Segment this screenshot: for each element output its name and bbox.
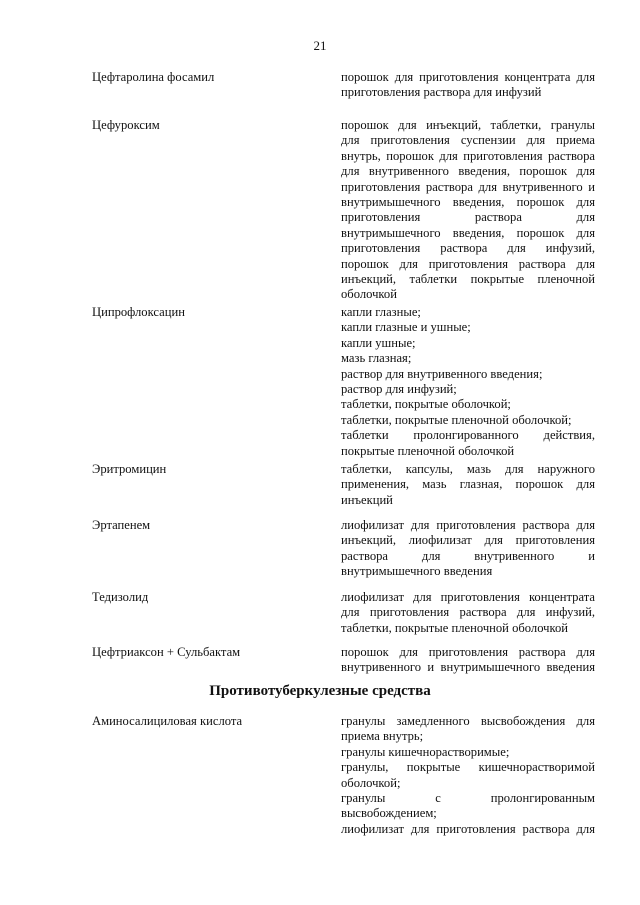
dosage-form-line: оболочкой — [341, 287, 397, 302]
dosage-form-line: для приготовления раствора для инфузий, — [341, 605, 595, 620]
dosage-forms — [341, 70, 595, 101]
dosage-forms — [341, 590, 595, 636]
dosage-form-line: внутримышечного введения, порошок для — [341, 195, 595, 210]
dosage-form-line: капли глазные; — [341, 305, 421, 319]
dosage-form-line: порошок для приготовления раствора для — [341, 645, 595, 659]
dosage-forms — [341, 305, 595, 459]
drug-name: Аминосалициловая кислота — [92, 714, 243, 728]
dosage-form-line: мазь глазная; — [341, 351, 412, 366]
drug-name: Эритромицин — [92, 462, 167, 476]
page-number: 21 — [313, 38, 327, 53]
dosage-form-line: гранулы кишечнорастворимые; — [341, 744, 510, 759]
dosage-form-line: раствор для инфузий; — [341, 382, 457, 397]
dosage-form-line: оболочкой; — [341, 775, 401, 790]
dosage-forms — [341, 462, 595, 508]
dosage-form-line: таблетки, покрытые пленочной оболочкой; — [341, 412, 572, 427]
drug-name: Цефтриаксон + Сульбактам — [92, 645, 241, 659]
dosage-form-line: порошок для приготовления концентрата для — [341, 70, 595, 84]
dosage-form-line: покрытые пленочной оболочкой — [341, 443, 515, 458]
dosage-form-line: порошок для инъекций, таблетки, гранулы — [341, 118, 595, 132]
dosage-form-line: таблетки пролонгированного действия, — [341, 428, 595, 443]
dosage-form-line: приема внутрь; — [341, 729, 424, 744]
drug-name: Эртапенем — [92, 518, 151, 532]
dosage-form-line: гранулы с пролонгированным — [341, 791, 595, 806]
dosage-forms — [341, 118, 595, 303]
dosage-form-line: инъекций — [341, 492, 393, 507]
dosage-form-line: внутривенного и внутримышечного введения — [341, 660, 595, 675]
drug-name: Ципрофлоксацин — [92, 305, 185, 319]
dosage-form-line: инъекций, таблетки покрытые пленочной — [341, 272, 595, 287]
dosage-form-line: таблетки, покрытые оболочкой; — [341, 397, 511, 412]
dosage-form-line: капли ушные; — [341, 335, 416, 350]
drug-name: Тедизолид — [92, 590, 149, 604]
section-title: Противотуберкулезные средства — [209, 683, 431, 699]
dosage-form-line: гранулы, покрытые кишечнорастворимой — [341, 760, 595, 775]
dosage-form-line: для внутривенного введения, порошок для — [341, 164, 595, 179]
dosage-form-line: лиофилизат для приготовления концентрата — [341, 590, 595, 604]
dosage-form-line: таблетки, покрытые пленочной оболочкой — [341, 620, 569, 635]
dosage-form-line: раствора для внутривенного и — [341, 548, 595, 563]
dosage-form-line: приготовления раствора для внутривенного и — [341, 179, 595, 194]
dosage-form-line: приготовления раствора для инфузий, — [341, 241, 595, 256]
dosage-forms — [341, 645, 595, 676]
drug-name: Цефтаролина фосамил — [92, 70, 215, 84]
dosage-form-line: порошок для приготовления раствора для — [341, 256, 595, 271]
dosage-form-line: внутримышечного введения — [341, 564, 493, 579]
dosage-form-line: инъекций, лиофилизат для приготовления — [341, 533, 595, 548]
dosage-form-line: высвобождением; — [341, 806, 437, 821]
dosage-form-line: внутримышечного введения, порошок для — [341, 225, 595, 240]
dosage-form-line: таблетки, капсулы, мазь для наружного — [341, 462, 595, 476]
dosage-forms — [341, 518, 595, 580]
dosage-form-line: для приготовления суспензии для приема — [341, 133, 595, 148]
dosage-form-line: капли глазные и ушные; — [341, 320, 471, 335]
dosage-form-line: раствор для внутривенного введения; — [341, 366, 543, 381]
drug-name: Цефуроксим — [92, 118, 160, 132]
dosage-form-line: лиофилизат для приготовления раствора для — [341, 821, 595, 836]
dosage-form-line: приготовления раствора для — [341, 210, 595, 225]
dosage-forms — [341, 714, 595, 837]
dosage-form-line: приготовления раствора для инфузий — [341, 85, 542, 100]
dosage-form-line: гранулы замедленного высвобождения для — [341, 714, 595, 728]
dosage-form-line: лиофилизат для приготовления раствора для — [341, 518, 595, 532]
dosage-form-line: внутрь, порошок для приготовления раствора — [341, 148, 595, 163]
dosage-form-line: применения, мазь глазная, порошок для — [341, 477, 595, 492]
